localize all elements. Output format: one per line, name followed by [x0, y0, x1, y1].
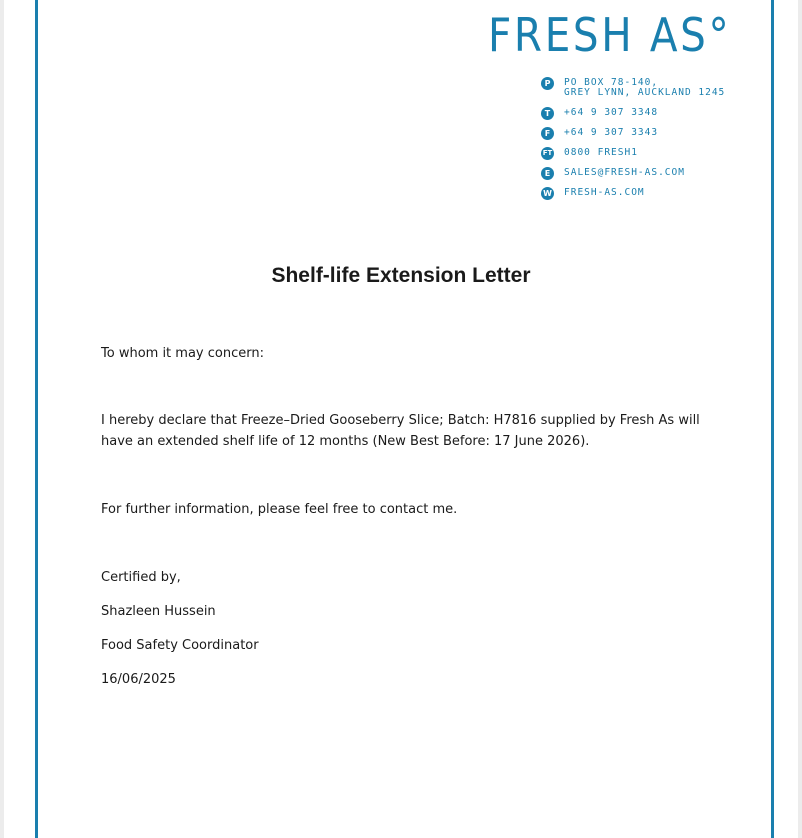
declaration-paragraph: I hereby declare that Freeze–Dried Gooseberry Slice; Batch: H7816 supplied by Fresh As will have an extended shelf life of 12 months (New Best Before: 17 June 2026). [101, 413, 700, 449]
letter-title: Shelf-life Extension Letter [271, 264, 531, 287]
contact-email-text: SALES@FRESH-AS.COM [564, 167, 685, 178]
email-icon: E [541, 167, 554, 180]
telephone-icon: T [541, 107, 554, 120]
page-border-left [35, 0, 38, 838]
contact-fax [541, 127, 771, 141]
certified-by: Certified by, [101, 570, 181, 585]
po-box-icon: P [541, 77, 554, 90]
contact-freephone-text: 0800 FRESH1 [564, 147, 638, 158]
contact-website [541, 187, 771, 201]
contact-fax-text: +64 9 307 3343 [564, 127, 659, 138]
contact-address-text: PO BOX 78-140, GREY LYNN, AUCKLAND 1245 [564, 77, 726, 98]
contact-address [541, 77, 771, 98]
contact-telephone-text: +64 9 307 3348 [564, 107, 659, 118]
signatory-role: Food Safety Coordinator [101, 638, 259, 653]
contact-email [541, 167, 771, 181]
letter-date: 16/06/2025 [101, 672, 176, 687]
freephone-icon: FT [541, 147, 554, 160]
salutation: To whom it may concern: [101, 346, 264, 361]
signatory-name: Shazleen Hussein [101, 604, 216, 619]
fax-icon: F [541, 127, 554, 140]
further-info-paragraph: For further information, please feel free to contact me. [101, 502, 458, 517]
page-border-right [771, 0, 774, 838]
company-logo: FRESH AS° [488, 8, 732, 62]
contact-freephone [541, 147, 771, 161]
contact-website-text: FRESH-AS.COM [564, 187, 645, 198]
website-icon: W [541, 187, 554, 200]
letter-page [4, 0, 798, 838]
contact-telephone [541, 107, 771, 121]
